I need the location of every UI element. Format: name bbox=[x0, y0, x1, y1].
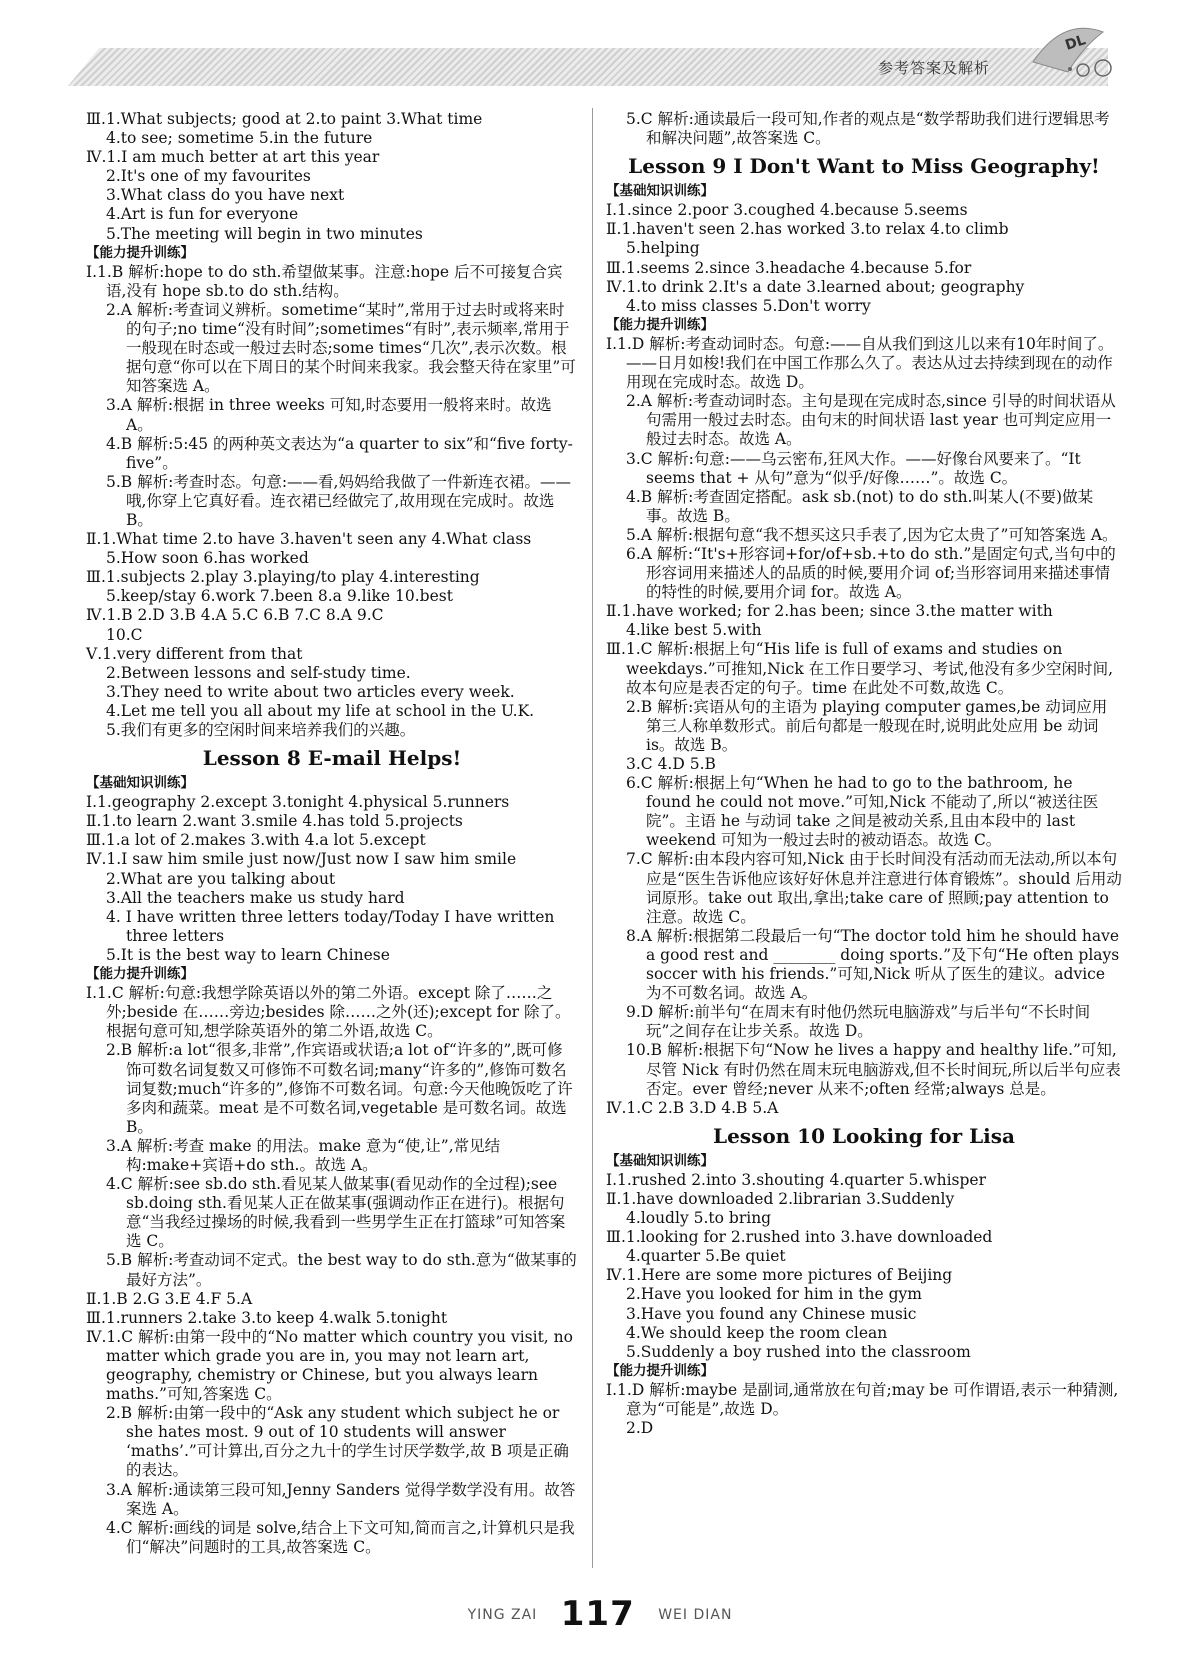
answer-line: 5.How soon 6.has worked bbox=[106, 549, 309, 568]
answer-line: Ⅲ.1.subjects 2.play 3.playing/to play 4.interesting bbox=[86, 568, 480, 587]
answer-line: 2.A 解析:考查动词时态。主句是现在完成时态,since 引导的时间状语从句需用一般过去时态。由句末的时间状语 last year 也可判定应用一般过去时态。故选 A。 bbox=[626, 392, 1116, 449]
answer-line: 2.B 解析:由第一段中的“Ask any student which subject he or she hates most. 9 out of 10 students will answer ‘maths’.”可计算出,百分之九十的学生讨厌学数学,故 B 项是正确的表达。 bbox=[106, 1404, 569, 1480]
answer-line: Ⅳ.1.Here are some more pictures of Beijing bbox=[606, 1266, 953, 1285]
answer-line: 2.What are you talking about bbox=[106, 869, 336, 888]
answer-line: 2.D bbox=[626, 1419, 654, 1438]
section-heading: 【能力提升训练】 bbox=[606, 316, 714, 333]
answer-line: 5.B 解析:考查动词不定式。the best way to do sth.意为“做某事的最好方法”。 bbox=[106, 1251, 577, 1289]
right-column bbox=[606, 110, 1122, 1438]
answer-line: Ⅳ.1.I am much better at art this year bbox=[86, 148, 380, 167]
answer-line: 3.A 解析:根据 in three weeks 可知,时态要用一般将来时。故选 A。 bbox=[106, 396, 552, 434]
answer-line: 5.我们有更多的空闲时间来培养我们的兴趣。 bbox=[106, 721, 416, 739]
answer-line: 2.B 解析:宾语从句的主语为 playing computer games,be 动词应用第三人称单数形式。前后句都是一般现在时,说明此处应用 be 动词 is。故选 B。 bbox=[626, 697, 1108, 754]
answer-line: 3.They need to write about two articles every week. bbox=[106, 682, 515, 701]
answer-line: Ⅲ.1.a lot of 2.makes 3.with 4.a lot 5.except bbox=[86, 831, 426, 850]
section-heading: 【基础知识训练】 bbox=[606, 1152, 714, 1169]
answer-line: Ⅰ.1.D 解析:maybe 是副词,通常放在句首;may be 可作谓语,表示一种猜测,意为“可能是”,故选 D。 bbox=[606, 1380, 1119, 1418]
answer-line: Ⅰ.1.B 解析:hope to do sth.希望做某事。注意:hope 后不可接复合宾语,没有 hope sb.to do sth.结构。 bbox=[86, 262, 563, 300]
answer-line: Ⅳ.1.C 解析:由第一段中的“No matter which country you visit, no matter which grade you are in, you may not learn art, geography, chemistry or Chinese, but you always learn maths.”可知,答案选 C。 bbox=[86, 1327, 573, 1404]
answer-line: 5.Suddenly a boy rushed into the classroom bbox=[626, 1342, 971, 1361]
section-heading: 【能力提升训练】 bbox=[606, 1362, 714, 1379]
answer-line: 4.to miss classes 5.Don't worry bbox=[626, 296, 871, 315]
answer-line: 5.The meeting will begin in two minutes bbox=[106, 224, 423, 243]
answer-line: Ⅲ.1.looking for 2.rushed into 3.have downloaded bbox=[606, 1228, 993, 1247]
answer-line: 2.A 解析:考查词义辨析。sometime“某时”,常用于过去时或将来时的句子;no time“没有时间”;sometimes“有时”,表示频率,常用于一般现在时态或一般过去时态;some times“几次”,表示次数。根据句意“你可以在下周日的某个时间来我家。我会整天待在家里”可知答案选 A。 bbox=[106, 300, 576, 396]
section-heading: 【基础知识训练】 bbox=[606, 183, 714, 200]
answer-line: 7.C 解析:由本段内容可知,Nick 由于长时间没有活动而无法动,所以本句应是“医生告诉他应该好好休息并注意进行体育锻炼”。should 后用动词原形。take out 取出,拿出;take care of 照顾;pay attention to 注意。故选 C。 bbox=[626, 850, 1122, 926]
answer-line: Ⅴ.1.very different from that bbox=[86, 644, 303, 663]
section-heading: 【能力提升训练】 bbox=[86, 244, 194, 261]
answer-line: 9.D 解析:前半句“在周末有时他仍然玩电脑游戏”与后半句“不长时间玩”之间存在让步关系。故选 D。 bbox=[626, 1003, 1091, 1041]
answer-line: Ⅲ.1.runners 2.take 3.to keep 4.walk 5.tonight bbox=[86, 1308, 448, 1327]
footer-left-text: YING ZAI bbox=[467, 1607, 538, 1623]
answer-line: Ⅱ.1.haven't seen 2.has worked 3.to relax 4.to climb bbox=[606, 220, 1009, 239]
answer-line: Ⅳ.1.I saw him smile just now/Just now I saw him smile bbox=[86, 850, 517, 869]
answer-line: 4.C 解析:画线的词是 solve,结合上下文可知,简而言之,计算机只是我们“解决”问题时的工具,故答案选 C。 bbox=[106, 1518, 575, 1556]
answer-line: 2.B 解析:a lot“很多,非常”,作宾语或状语;a lot of“许多的”,既可修饰可数名词复数又可修饰不可数名词;many“许多的”,修饰可数名词复数;much“许多的”,修饰不可数名词。句意:今天他晚饭吃了许多肉和蔬菜。meat 是不可数名词,vegetable 是可数名词。故选 B。 bbox=[106, 1041, 573, 1136]
answer-line: 4.like best 5.with bbox=[626, 621, 762, 640]
answer-line: 5.C 解析:通读最后一段可知,作者的观点是“数学帮助我们进行逻辑思考和解决问题”,故答案选 C。 bbox=[626, 110, 1110, 148]
answer-line: 2.Have you looked for him in the gym bbox=[626, 1285, 922, 1304]
header-title: 参考答案及解析 bbox=[877, 59, 990, 77]
logo-text: DL bbox=[1063, 32, 1088, 54]
answer-line: Ⅰ.1.C 解析:句意:我想学除英语以外的第二外语。except 除了……之外;beside 在……旁边;besides 除……之外(还);except for 除了。根据句意可知,想学除英语外的第二外语,故选 C。 bbox=[86, 984, 571, 1041]
answer-line: 2.Between lessons and self-study time. bbox=[106, 663, 411, 682]
publisher-logo bbox=[1023, 22, 1118, 82]
answer-line: Ⅳ.1.B 2.D 3.B 4.A 5.C 6.B 7.C 8.A 9.C bbox=[86, 606, 384, 625]
answer-line: 6.C 解析:根据上句“When he had to go to the bathroom, he found he could not move.”可知,Nick 不能动了,所以“被送往医院”。主语 he 与动词 take 之间是被动关系,且由本段中的 last weekend 可知为一般过去时的被动语态。故选 C。 bbox=[626, 774, 1099, 850]
answer-line: 3.Have you found any Chinese music bbox=[626, 1304, 917, 1323]
answer-line: 5.A 解析:根据句意“我不想买这只手表了,因为它太贵了”可知答案选 A。 bbox=[626, 525, 1118, 544]
lesson-title: Lesson 8 E-mail Helps! bbox=[202, 746, 462, 771]
answer-line: 4.C 解析:see sb.do sth.看见某人做某事(看见动作的全过程);see sb.doing sth.看见某人正在做某事(强调动作正在进行)。根据句意“当我经过操场的时候,我看到一些男学生正在打篮球”可知答案选 C。 bbox=[106, 1175, 566, 1251]
answer-line: 4.B 解析:考查固定搭配。ask sb.(not) to do sth.叫某人(不要)做某事。故选 B。 bbox=[626, 487, 1094, 525]
answer-line: 3.A 解析:通读第三段可知,Jenny Sanders 觉得学数学没有用。故答案选 A。 bbox=[106, 1480, 576, 1518]
answer-line: 5.helping bbox=[626, 239, 700, 258]
answer-line: 5.keep/stay 6.work 7.been 8.a 9.like 10.best bbox=[106, 587, 453, 606]
answer-line: Ⅰ.1.rushed 2.into 3.shouting 4.quarter 5.whisper bbox=[606, 1170, 986, 1189]
answer-line: Ⅱ.1.B 2.G 3.E 4.F 5.A bbox=[86, 1289, 253, 1308]
answer-line: Ⅱ.1.have worked; for 2.has been; since 3.the matter with bbox=[606, 602, 1053, 621]
answer-line: 4.Art is fun for everyone bbox=[106, 205, 299, 224]
answer-line: 4.Let me tell you all about my life at school in the U.K. bbox=[106, 701, 535, 720]
answer-line: 5.It is the best way to learn Chinese bbox=[106, 945, 390, 964]
answer-line: Ⅲ.1.C 解析:根据上句“His life is full of exams and studies on weekdays.”可推知,Nick 在工作日要学习、考试,他没有多少空闲时间,故本句应是表否定的句子。time 在此处不可数,故选 C。 bbox=[606, 640, 1114, 697]
answer-line: 4.quarter 5.Be quiet bbox=[626, 1247, 786, 1266]
answer-line: 3.A 解析:考查 make 的用法。make 意为“使,让”,常见结构:make+宾语+do sth.。故选 A。 bbox=[106, 1136, 501, 1174]
answer-line: Ⅰ.1.geography 2.except 3.tonight 4.physical 5.runners bbox=[86, 793, 510, 812]
section-heading: 【基础知识训练】 bbox=[86, 775, 194, 792]
answer-line: 10.B 解析:根据下句“Now he lives a happy and healthy life.”可知,尽管 Nick 有时仍然在周末玩电脑游戏,但不长时间玩,所以后半句应表否定。ever 曾经;never 从来不;often 经常;always 总是。 bbox=[626, 1041, 1121, 1098]
page-number: 117 bbox=[560, 1594, 635, 1634]
footer-right-text: WEI DIAN bbox=[658, 1607, 733, 1623]
answer-line: 5.B 解析:考查时态。句意:——看,妈妈给我做了一件新连衣裙。——哦,你穿上它真好看。连衣裙已经做完了,故用现在完成时。故选 B。 bbox=[106, 472, 571, 529]
lesson-title: Lesson 9 I Don't Want to Miss Geography! bbox=[628, 154, 1100, 179]
answer-line: 4.We should keep the room clean bbox=[626, 1323, 888, 1342]
section-heading: 【能力提升训练】 bbox=[86, 966, 194, 983]
answer-line: Ⅱ.1.have downloaded 2.librarian 3.Suddenly bbox=[606, 1189, 955, 1208]
answer-line: 4. I have written three letters today/Today I have written three letters bbox=[106, 907, 555, 945]
lesson-title: Lesson 10 Looking for Lisa bbox=[713, 1123, 1015, 1148]
left-column bbox=[86, 110, 578, 1557]
answer-line: 4.B 解析:5:45 的两种英文表达为“a quarter to six”和“five forty-five”。 bbox=[106, 434, 573, 472]
answer-line: 4.to see; sometime 5.in the future bbox=[106, 129, 373, 148]
answer-line: 4.loudly 5.to bring bbox=[626, 1209, 772, 1228]
answer-line: 3.What class do you have next bbox=[106, 186, 345, 205]
answer-line: Ⅲ.1.What subjects; good at 2.to paint 3.What time bbox=[86, 110, 483, 128]
answer-line: 8.A 解析:根据第二段最后一句“The doctor told him he should have a good rest and ________ doing sports.”及下句“He often plays soccer with his friends.”可知,Nick 听从了医生的建议。advice 为不可数名词。故选 A。 bbox=[626, 926, 1120, 1003]
answer-line: 6.A 解析:“It's+形容词+for/of+sb.+to do sth.”是固定句式,当句中的形容词用来描述人的品质的时候,要用介词 of;当形容词用来描述事情的特性的时候,要用介词 for。故选 A。 bbox=[626, 544, 1116, 602]
answer-line: 3.C 4.D 5.B bbox=[626, 755, 716, 773]
answer-line: 10.C bbox=[106, 625, 143, 644]
answer-line: Ⅱ.1.to learn 2.want 3.smile 4.has told 5.projects bbox=[86, 812, 463, 831]
answer-line: Ⅰ.1.since 2.poor 3.coughed 4.because 5.seems bbox=[606, 201, 968, 220]
answer-line: 3.C 解析:句意:——乌云密布,狂风大作。——好像台风要来了。“It seems that + 从句”意为“似乎/好像……”。故选 C。 bbox=[626, 449, 1081, 487]
column-divider bbox=[592, 108, 593, 1568]
answer-line: 3.All the teachers make us study hard bbox=[106, 888, 405, 907]
answer-line: Ⅱ.1.What time 2.to have 3.haven't seen any 4.What class bbox=[86, 530, 532, 549]
answer-line: Ⅲ.1.seems 2.since 3.headache 4.because 5.for bbox=[606, 258, 972, 277]
answer-line: Ⅳ.1.C 2.B 3.D 4.B 5.A bbox=[606, 1098, 779, 1117]
answer-line: Ⅰ.1.D 解析:考查动词时态。句意:——自从我们到这儿以来有10年时间了。——日月如梭!我们在中国工作那么久了。表达从过去持续到现在的动作用现在完成时态。故选 D。 bbox=[606, 334, 1114, 392]
page-footer bbox=[0, 1594, 1200, 1634]
answer-line: 2.It's one of my favourites bbox=[106, 167, 311, 186]
answer-line: Ⅳ.1.to drink 2.It's a date 3.learned about; geography bbox=[606, 277, 1025, 296]
